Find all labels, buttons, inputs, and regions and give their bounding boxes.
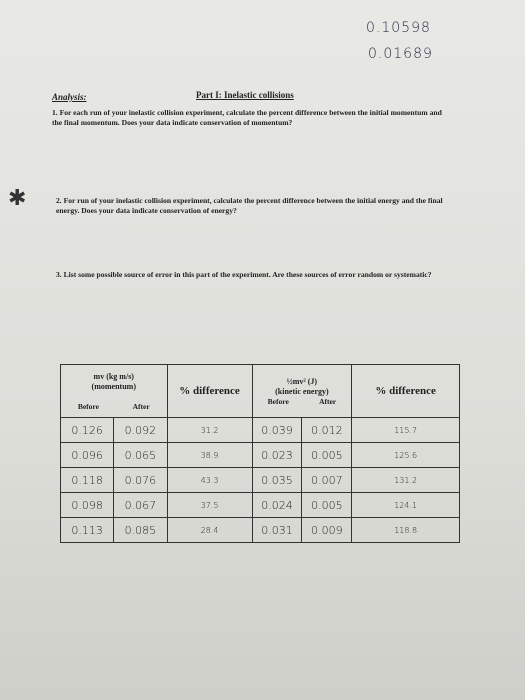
momentum-pct: 43.3 [167, 468, 252, 493]
question-2: 2. For run of your inelastic collision experiment, calculate the percent difference between the initial energy and the final energy. Does your data indicate conservation of energy? [56, 196, 443, 215]
before-label: Before [77, 401, 99, 411]
momentum-before: 0.126 [61, 418, 114, 443]
analysis-label: Analysis: [52, 92, 87, 102]
momentum-before: 0.096 [61, 443, 114, 468]
energy-after: 0.005 [302, 493, 352, 518]
momentum-after: 0.076 [114, 468, 167, 493]
momentum-header-label: mv (kg m/s) [93, 371, 134, 381]
energy-after: 0.012 [302, 418, 352, 443]
energy-before: 0.024 [252, 493, 302, 518]
energy-pct: 124.1 [352, 493, 460, 518]
energy-before: 0.023 [252, 443, 302, 468]
energy-before: 0.039 [252, 418, 302, 443]
momentum-after: 0.065 [114, 443, 167, 468]
momentum-pct-header: % difference [167, 365, 252, 418]
after-label: After [132, 401, 150, 411]
energy-pct: 115.7 [352, 418, 460, 443]
table-row [61, 493, 460, 518]
table-row [61, 418, 460, 443]
momentum-pct: 31.2 [167, 418, 252, 443]
momentum-subheader: (momentum) [91, 381, 136, 391]
energy-pct: 131.2 [352, 468, 460, 493]
energy-after: 0.009 [302, 518, 352, 543]
energy-before: 0.035 [252, 468, 302, 493]
table-row [61, 518, 460, 543]
energy-subheader: (kinetic energy) [275, 386, 329, 396]
table-row [61, 443, 460, 468]
momentum-before: 0.113 [61, 518, 114, 543]
question-3: 3. List some possible source of error in this part of the experiment. Are these sources of error random or systematic? [56, 270, 432, 279]
momentum-pct: 38.9 [167, 443, 252, 468]
part-title: Part I: Inelastic collisions [196, 90, 294, 100]
energy-after: 0.005 [302, 443, 352, 468]
energy-pct-header: % difference [352, 365, 460, 418]
after-label-2: After [319, 396, 337, 406]
energy-pct: 125.6 [352, 443, 460, 468]
data-table [60, 364, 460, 543]
star-mark-icon: ✱ [8, 186, 27, 211]
energy-after: 0.007 [302, 468, 352, 493]
handwritten-value-1: 0.10598 [366, 20, 431, 36]
energy-before: 0.031 [252, 518, 302, 543]
handwritten-value-2: 0.01689 [368, 46, 433, 62]
momentum-pct: 37.5 [167, 493, 252, 518]
before-label-2: Before [267, 396, 289, 406]
energy-pct: 118.8 [352, 518, 460, 543]
energy-header [252, 365, 352, 418]
momentum-after: 0.085 [114, 518, 167, 543]
question-1: 1. For each run of your inelastic collision experiment, calculate the percent difference between the initial momentum and the final momentum. Does your data indicate conservation of momentum? [52, 108, 442, 127]
energy-header-label: ½mv² (J) [286, 376, 318, 386]
momentum-after: 0.067 [114, 493, 167, 518]
momentum-before: 0.098 [61, 493, 114, 518]
table-row [61, 468, 460, 493]
momentum-header [61, 365, 168, 418]
momentum-pct: 28.4 [167, 518, 252, 543]
table-header-row [61, 365, 460, 418]
momentum-before: 0.118 [61, 468, 114, 493]
momentum-after: 0.092 [114, 418, 167, 443]
